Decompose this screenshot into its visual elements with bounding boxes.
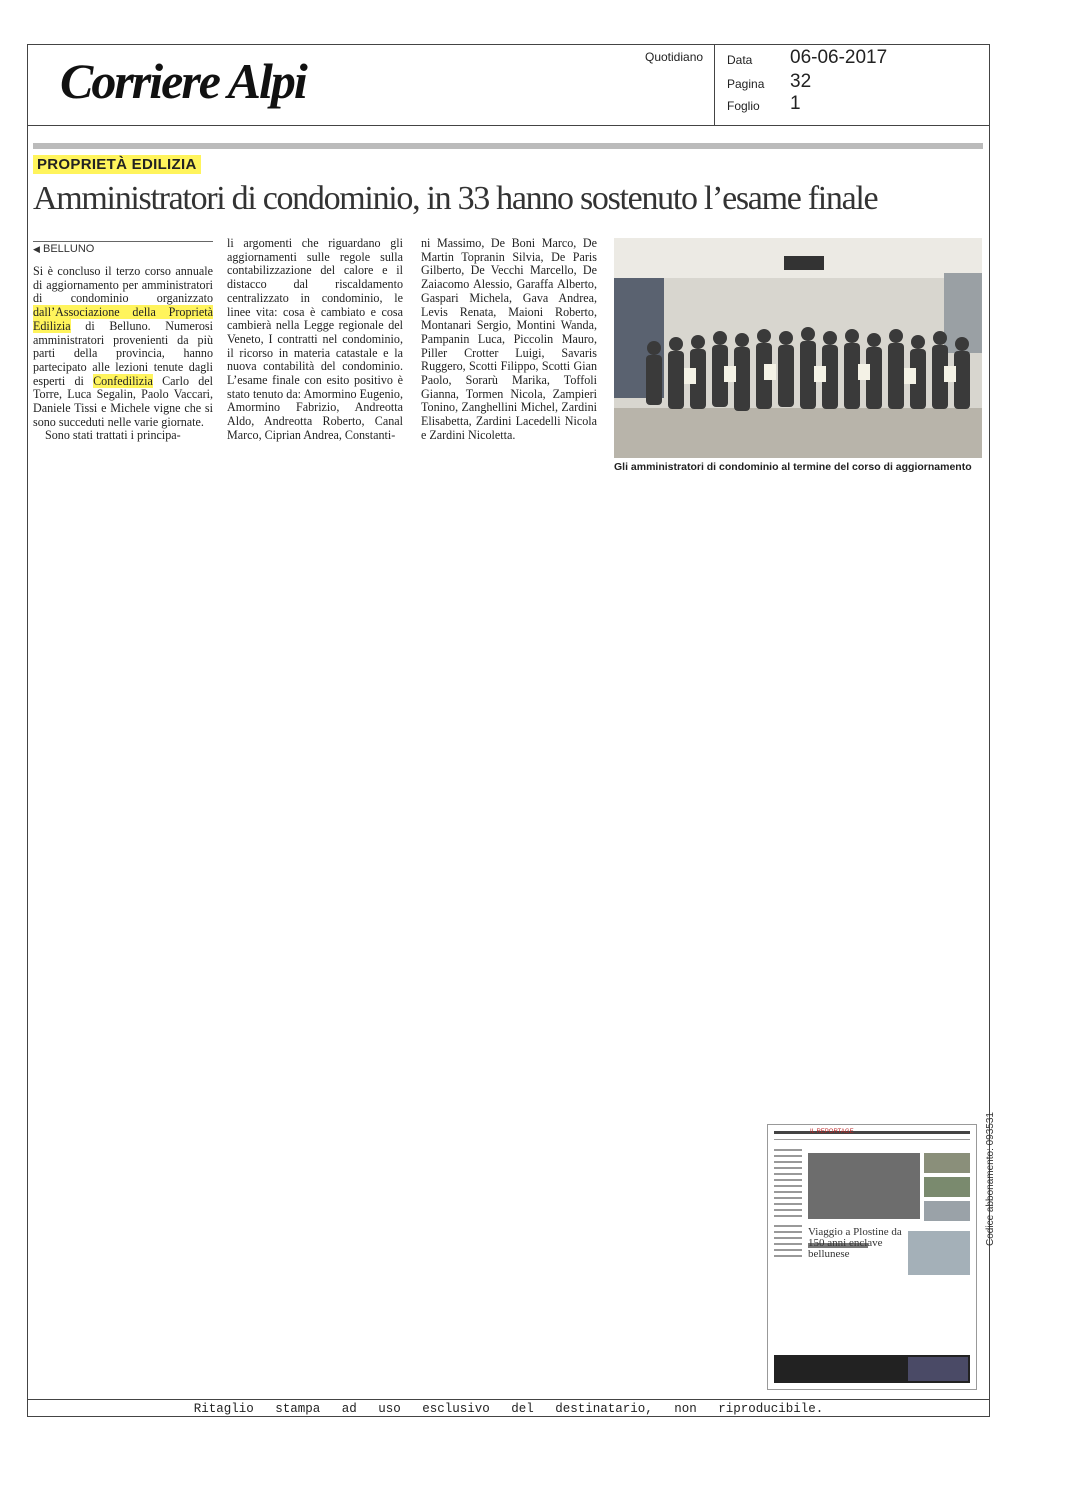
- masthead-logo: Corriere Alpi: [60, 53, 306, 109]
- highlight-confedilizia: Confedilizia: [93, 373, 153, 388]
- photo-caption: Gli amministratori di condominio al termine del corso di aggiornamento: [614, 461, 972, 473]
- location-text: BELLUNO: [42, 243, 95, 255]
- article-column-3: ni Massimo, De Boni Marco, De Martin Topranin Silvia, De Paris Gilberto, De Vecchi Marcello, De Zaiacomo Alessio, Garaffa Alberto, Gaspari Michela, Gava Andrea, Levis Renata, Maioni Roberto, Montanari Sergio, Montini Wanda, Pampanin Luca, Piccolin Mauro, Piller Crotter Luigi, Savaris Ruggero, Scotti Filippo, Scotti Gian Paolo, Sorarù Marika, Toffoli Gianna, Tormen Nicola, Zampieri Tonino, Zanghellini Michel, Zardini Elisabetta, Zardini Lacedelli Nicola e Zardini Nicoletta.: [421, 236, 597, 442]
- section-rule: [33, 143, 983, 149]
- meta-value-date: 06-06-2017: [790, 47, 888, 68]
- highlight-association: dall’Associazione della Proprietà Edilizia: [33, 305, 213, 333]
- article-column-1: [33, 265, 213, 443]
- article-kicker: PROPRIETÀ EDILIZIA: [33, 155, 201, 174]
- group-photo: [614, 238, 982, 458]
- publication-type: Quotidiano: [645, 50, 704, 64]
- location-rule: [33, 241, 213, 242]
- meta-value-page: 32: [790, 71, 812, 92]
- meta-label-date: Data: [727, 53, 753, 67]
- page-thumbnail: [767, 1124, 977, 1390]
- meta-label-page: Pagina: [727, 77, 765, 91]
- thumbnail-headline: Viaggio a Plostine da 150 anni enclave bellunese: [808, 1226, 902, 1260]
- footer-rule: [27, 1399, 990, 1400]
- paragraph-1: Si è concluso il terzo corso annuale di aggiornamento per amministratori di condominio organizzato dall’Associazione della Proprietà Edilizia di Belluno. Numerosi amministratori provenienti da più parti della provincia, hanno partecipato alle lezioni tenute dagli esperti di Confedilizia Carlo del Torre, Luca Segalin, Paolo Vaccari, Daniele Tissi e Michele vigne che si sono succeduti nelle varie giornate.: [33, 264, 213, 429]
- footer-notice: Ritaglio stampa ad uso esclusivo del destinatario, non riproducibile.: [193, 1402, 824, 1416]
- article-location: [33, 243, 94, 255]
- meta-value-sheet: 1: [790, 93, 801, 114]
- paragraph-2: Sono stati trattati i principa-: [45, 428, 181, 443]
- article-column-2: li argomenti che riguardano gli aggiornamenti sulle regole sulla contabilizzazione del calore e il distacco dal riscaldamento centralizzato in condominio, le linee vita: cosa è cambiato e cosa cambierà nella Legge regionale del Veneto, I contratti nel condominio, il ricorso in materia catastale e la nuova contabilità del condominio. L’esame finale con esito positivo è stato tenuto da: Amormino Eugenio, Amormino Fabrizio, Andreotta Aldo, Andreotta Roberto, Canal Marco, Ciprian Andrea, Constanti-: [227, 236, 403, 442]
- meta-label-sheet: Foglio: [727, 99, 760, 113]
- subscription-code: Codice abbonamento: 093531: [985, 1112, 996, 1246]
- location-marker-icon: ◀: [33, 244, 40, 254]
- thumbnail-section: IL REPORTAGE: [810, 1129, 854, 1135]
- article-title: Amministratori di condominio, in 33 hanno sostenuto l’esame finale: [33, 180, 878, 217]
